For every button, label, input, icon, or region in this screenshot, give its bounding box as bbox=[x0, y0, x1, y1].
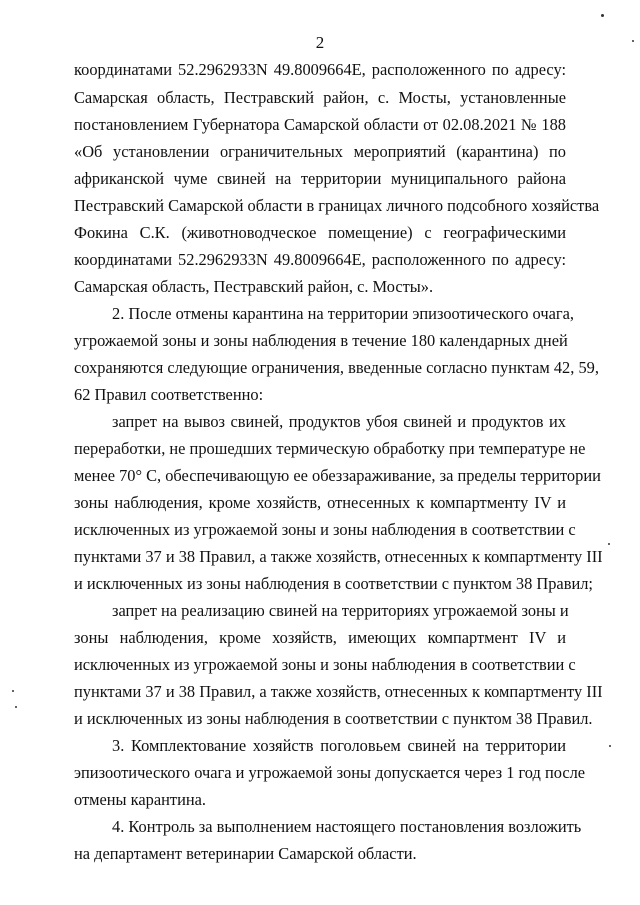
text-line: 3. Комплектование хозяйств поголовьем свиней на территории bbox=[112, 736, 566, 755]
scan-speck bbox=[632, 40, 634, 42]
text-line: Фокина С.К. (животноводческое помещение) с географическими bbox=[74, 223, 566, 242]
text-line: и исключенных из зоны наблюдения в соответствии с пунктом 38 Правил; bbox=[74, 574, 593, 593]
text-line: 62 Правил соответственно: bbox=[74, 385, 264, 404]
text-line: «Об установлении ограничительных мероприятий (карантина) по bbox=[74, 142, 566, 161]
text-line: пунктами 37 и 38 Правил, а также хозяйств, отнесенных к компартменту III bbox=[74, 547, 603, 566]
text-line: пунктами 37 и 38 Правил, а также хозяйств, отнесенных к компартменту III bbox=[74, 682, 603, 701]
text-line: 2. После отмены карантина на территории эпизоотического очага, bbox=[112, 304, 574, 323]
text-line: запрет на вывоз свиней, продуктов убоя свиней и продуктов их bbox=[112, 412, 566, 431]
text-line: постановлением Губернатора Самарской области от 02.08.2021 № 188 bbox=[74, 115, 566, 134]
text-line: эпизоотического очага и угрожаемой зоны допускается через 1 год после bbox=[74, 763, 586, 782]
text-line: отмены карантина. bbox=[74, 790, 206, 809]
text-line: координатами 52.2962933N 49.8009664E, расположенного по адресу: bbox=[74, 250, 566, 269]
text-line: координатами 52.2962933N 49.8009664E, расположенного по адресу: bbox=[74, 60, 566, 79]
text-line: Самарская область, Пестравский район, с. Мосты». bbox=[74, 277, 434, 296]
text-line: африканской чуме свиней на территории муниципального района bbox=[74, 169, 566, 188]
scan-speck bbox=[15, 706, 17, 708]
text-line: запрет на реализацию свиней на территориях угрожаемой зоны и bbox=[112, 601, 569, 620]
text-line: Пестравский Самарской области в границах личного подсобного хозяйства bbox=[74, 196, 600, 215]
text-line: зоны наблюдения, кроме хозяйств, отнесенных к компартменту IV и bbox=[74, 493, 566, 512]
page-number: 2 bbox=[315, 33, 325, 52]
text-line: сохраняются следующие ограничения, введенные согласно пунктам 42, 59, bbox=[74, 358, 599, 377]
text-line: переработки, не прошедших термическую обработку при температуре не bbox=[74, 439, 586, 458]
text-line: менее 70° С, обеспечивающую ее обеззараживание, за пределы территории bbox=[74, 466, 601, 485]
text-line: исключенных из угрожаемой зоны и зоны наблюдения в соответствии с bbox=[74, 655, 576, 674]
text-line: 4. Контроль за выполнением настоящего постановления возложить bbox=[112, 817, 582, 836]
text-line: угрожаемой зоны и зоны наблюдения в течение 180 календарных дней bbox=[74, 331, 568, 350]
text-line: на департамент ветеринарии Самарской области. bbox=[74, 844, 417, 863]
scan-speck bbox=[12, 690, 14, 692]
text-line: и исключенных из зоны наблюдения в соответствии с пунктом 38 Правил. bbox=[74, 709, 593, 728]
scan-speck bbox=[609, 745, 611, 747]
text-line: зоны наблюдения, кроме хозяйств, имеющих компартмент IV и bbox=[74, 628, 566, 647]
text-line: исключенных из угрожаемой зоны и зоны наблюдения в соответствии с bbox=[74, 520, 576, 539]
text-line: Самарская область, Пестравский район, с. Мосты, установленные bbox=[74, 88, 566, 107]
scan-speck bbox=[601, 14, 604, 17]
scan-speck bbox=[608, 543, 610, 545]
